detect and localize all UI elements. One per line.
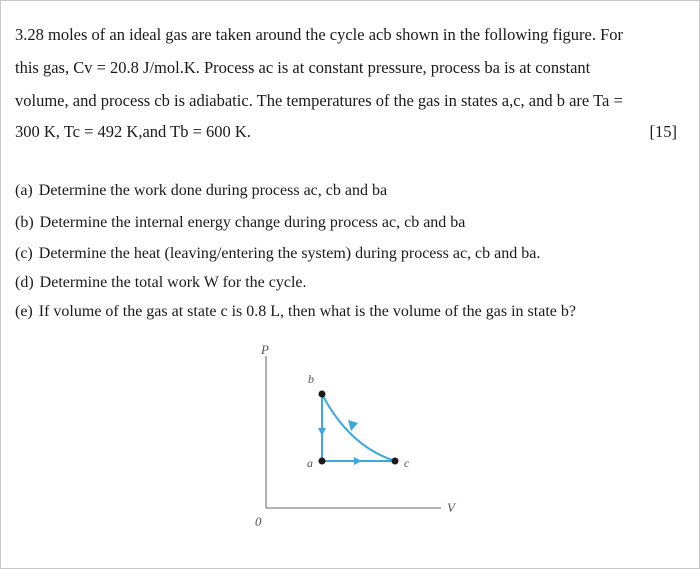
part-c-text: Determine the heat (leaving/entering the system) during process ac, cb and ba. — [38, 245, 541, 262]
pv-diagram — [241, 336, 481, 536]
origin-label: 0 — [255, 514, 262, 529]
problem-text-line-1: 3.28 moles of an ideal gas are taken around the cycle acb shown in the following figure. For — [15, 25, 624, 44]
points-label: [15] — [649, 122, 677, 141]
part-d-label: (d) — [15, 274, 34, 291]
process-ba-arrow — [318, 428, 326, 436]
p-axis-label: P — [261, 342, 269, 357]
part-b-text: Determine the internal energy change during process ac, cb and ba — [39, 214, 466, 231]
process-cb-arrow — [348, 420, 358, 431]
process-ac-arrow — [354, 457, 362, 465]
part-b — [15, 213, 465, 233]
part-e-text: If volume of the gas at state c is 0.8 L, then what is the volume of the gas in state b? — [38, 303, 576, 320]
state-c-label: c — [404, 456, 410, 470]
part-a-text: Determine the work done during process ac, cb and ba — [38, 182, 388, 199]
part-e — [15, 302, 576, 322]
problem-text-line-4: 300 K, Tc = 492 K,and Tb = 600 K. — [15, 122, 251, 141]
part-b-label: (b) — [15, 214, 34, 231]
state-c-point — [392, 458, 399, 465]
part-a — [15, 181, 387, 201]
part-e-label: (e) — [15, 303, 33, 320]
problem-text-line-3: volume, and process cb is adiabatic. The temperatures of the gas in states a,c, and b are Ta = — [15, 91, 623, 110]
state-a-point — [319, 458, 326, 465]
part-d-text: Determine the total work W for the cycle. — [39, 274, 307, 291]
state-a-label: a — [307, 456, 313, 470]
part-c-label: (c) — [15, 245, 33, 262]
part-a-label: (a) — [15, 182, 33, 199]
problem-text-line-2: this gas, Cv = 20.8 J/mol.K. Process ac is at constant pressure, process ba is at constant — [15, 58, 591, 77]
part-c — [15, 244, 540, 264]
part-d — [15, 273, 307, 293]
state-b-point — [319, 391, 326, 398]
state-b-label: b — [308, 372, 314, 386]
process-cb-curve — [322, 394, 395, 461]
v-axis-label: V — [447, 500, 455, 515]
